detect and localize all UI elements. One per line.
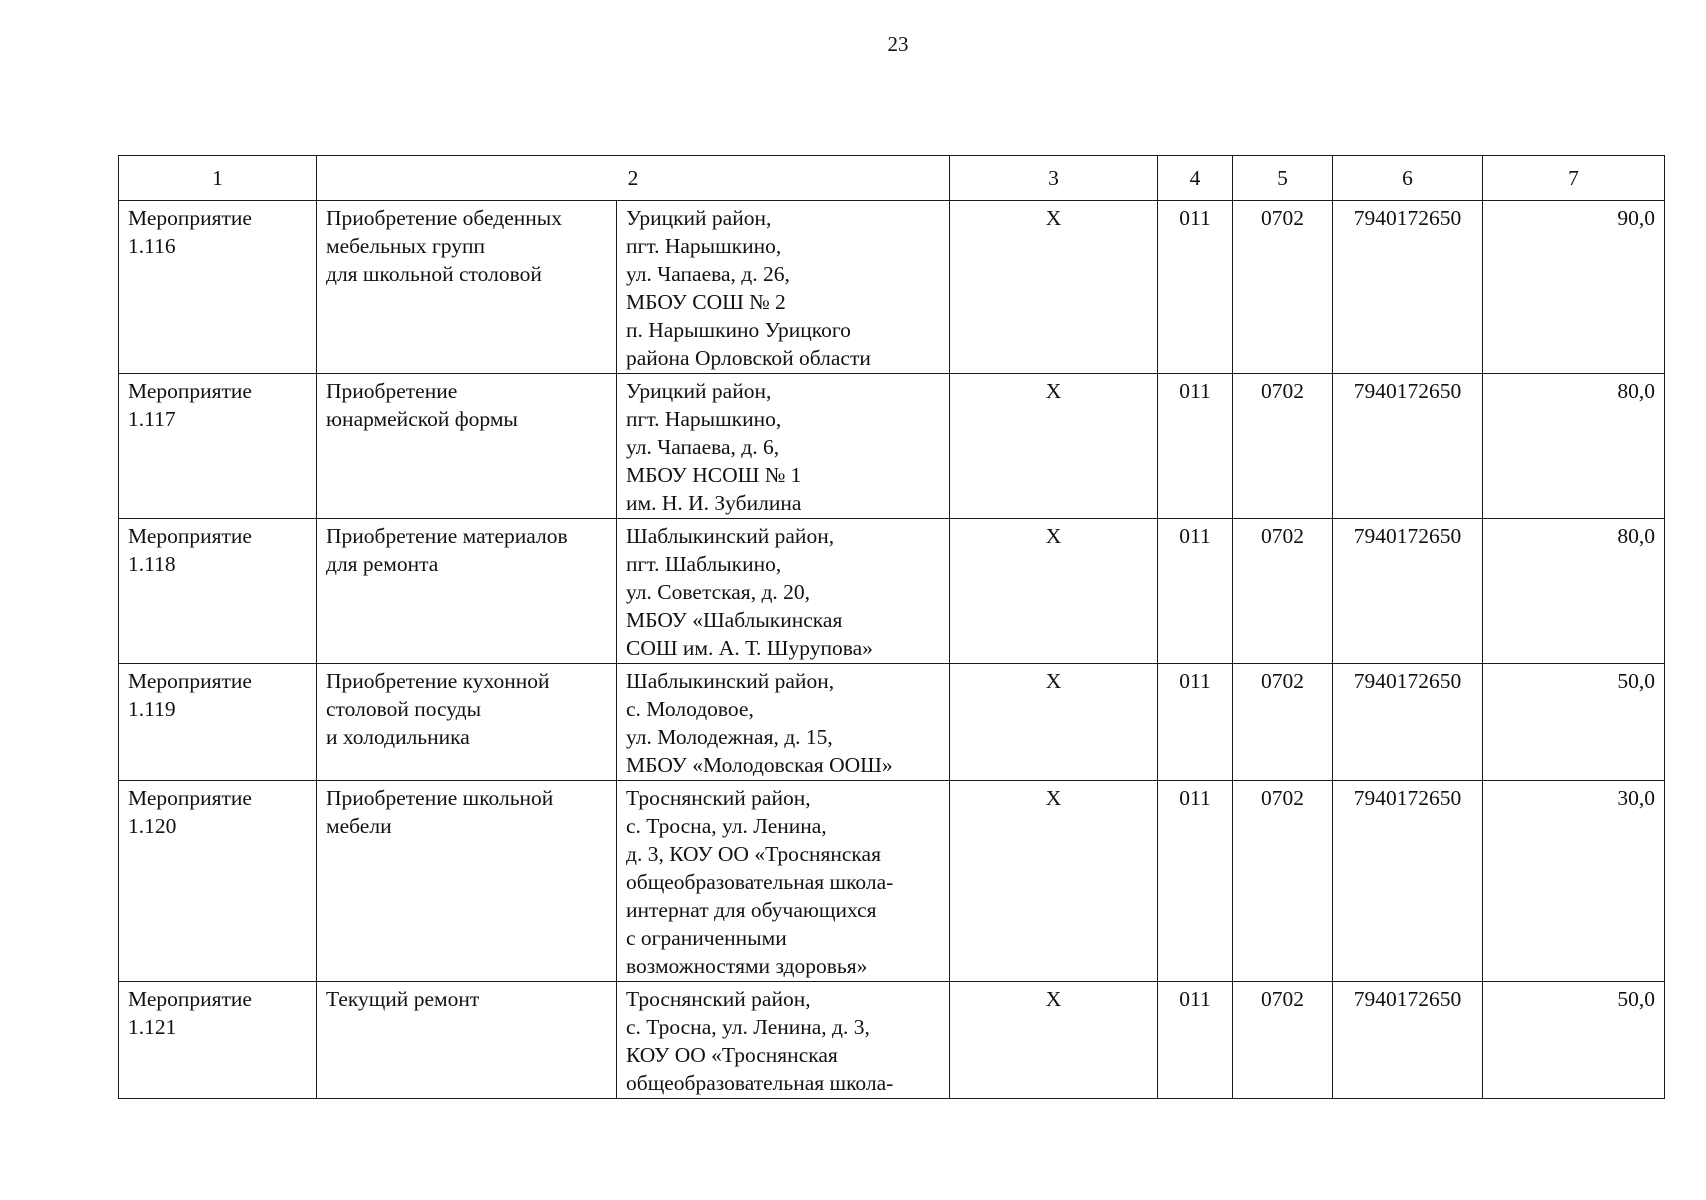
col6-cell: 7940172650 bbox=[1333, 664, 1483, 781]
header-col-7: 7 bbox=[1483, 156, 1665, 201]
table-row bbox=[119, 201, 1665, 374]
address-cell: Троснянский район, с. Тросна, ул. Ленина, д. 3, КОУ ОО «Троснянская общеобразовательная школа- bbox=[617, 982, 950, 1099]
col3-cell: Х bbox=[950, 201, 1158, 374]
table-row bbox=[119, 664, 1665, 781]
table-row bbox=[119, 519, 1665, 664]
event-cell: Мероприятие 1.118 bbox=[119, 519, 317, 664]
col4-cell: 011 bbox=[1158, 374, 1233, 519]
event-cell: Мероприятие 1.119 bbox=[119, 664, 317, 781]
col7-cell: 30,0 bbox=[1483, 781, 1665, 982]
name-cell: Приобретение юнармейской формы bbox=[317, 374, 617, 519]
col6-cell: 7940172650 bbox=[1333, 201, 1483, 374]
address-cell: Урицкий район, пгт. Нарышкино, ул. Чапаева, д. 6, МБОУ НСОШ № 1 им. Н. И. Зубилина bbox=[617, 374, 950, 519]
table-row bbox=[119, 374, 1665, 519]
col7-cell: 50,0 bbox=[1483, 664, 1665, 781]
col4-cell: 011 bbox=[1158, 781, 1233, 982]
col7-cell: 80,0 bbox=[1483, 374, 1665, 519]
header-row bbox=[119, 156, 1665, 201]
col5-cell: 0702 bbox=[1233, 374, 1333, 519]
col5-cell: 0702 bbox=[1233, 781, 1333, 982]
address-cell: Урицкий район, пгт. Нарышкино, ул. Чапаева, д. 26, МБОУ СОШ № 2 п. Нарышкино Урицкого района Орловской области bbox=[617, 201, 950, 374]
col4-cell: 011 bbox=[1158, 664, 1233, 781]
col4-cell: 011 bbox=[1158, 519, 1233, 664]
col3-cell: Х bbox=[950, 781, 1158, 982]
event-cell: Мероприятие 1.120 bbox=[119, 781, 317, 982]
col5-cell: 0702 bbox=[1233, 982, 1333, 1099]
table-row bbox=[119, 982, 1665, 1099]
col4-cell: 011 bbox=[1158, 201, 1233, 374]
col7-cell: 90,0 bbox=[1483, 201, 1665, 374]
name-cell: Приобретение кухонной столовой посуды и холодильника bbox=[317, 664, 617, 781]
col3-cell: Х bbox=[950, 664, 1158, 781]
col7-cell: 80,0 bbox=[1483, 519, 1665, 664]
name-cell: Приобретение материалов для ремонта bbox=[317, 519, 617, 664]
event-cell: Мероприятие 1.121 bbox=[119, 982, 317, 1099]
header-col-5: 5 bbox=[1233, 156, 1333, 201]
address-cell: Шаблыкинский район, с. Молодовое, ул. Молодежная, д. 15, МБОУ «Молодовская ООШ» bbox=[617, 664, 950, 781]
col3-cell: Х bbox=[950, 982, 1158, 1099]
event-cell: Мероприятие 1.116 bbox=[119, 201, 317, 374]
col6-cell: 7940172650 bbox=[1333, 374, 1483, 519]
header-col-2: 2 bbox=[317, 156, 950, 201]
budget-table bbox=[118, 155, 1665, 1099]
col6-cell: 7940172650 bbox=[1333, 982, 1483, 1099]
address-cell: Троснянский район, с. Тросна, ул. Ленина, д. 3, КОУ ОО «Троснянская общеобразовательная школа- интернат для обучающихся с ограниченными возможностями здоровья» bbox=[617, 781, 950, 982]
col5-cell: 0702 bbox=[1233, 201, 1333, 374]
col3-cell: Х bbox=[950, 374, 1158, 519]
header-col-4: 4 bbox=[1158, 156, 1233, 201]
name-cell: Приобретение школьной мебели bbox=[317, 781, 617, 982]
header-col-3: 3 bbox=[950, 156, 1158, 201]
name-cell: Текущий ремонт bbox=[317, 982, 617, 1099]
col3-cell: Х bbox=[950, 519, 1158, 664]
header-col-1: 1 bbox=[119, 156, 317, 201]
header-col-6: 6 bbox=[1333, 156, 1483, 201]
col6-cell: 7940172650 bbox=[1333, 781, 1483, 982]
address-cell: Шаблыкинский район, пгт. Шаблыкино, ул. Советская, д. 20, МБОУ «Шаблыкинская СОШ им. А. Т. Шурупова» bbox=[617, 519, 950, 664]
col6-cell: 7940172650 bbox=[1333, 519, 1483, 664]
name-cell: Приобретение обеденных мебельных групп для школьной столовой bbox=[317, 201, 617, 374]
col5-cell: 0702 bbox=[1233, 664, 1333, 781]
col4-cell: 011 bbox=[1158, 982, 1233, 1099]
event-cell: Мероприятие 1.117 bbox=[119, 374, 317, 519]
table-row bbox=[119, 781, 1665, 982]
col5-cell: 0702 bbox=[1233, 519, 1333, 664]
page-number: 23 bbox=[887, 32, 909, 56]
col7-cell: 50,0 bbox=[1483, 982, 1665, 1099]
